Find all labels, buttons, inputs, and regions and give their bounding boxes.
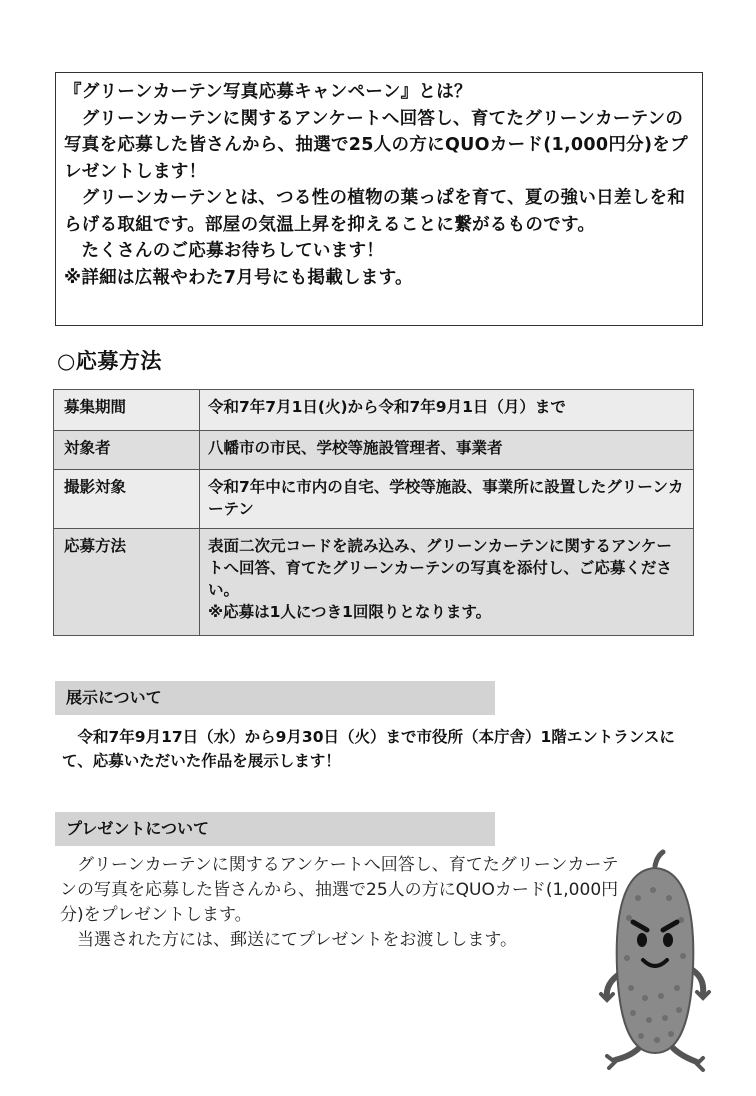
present-section-header: プレゼントについて xyxy=(55,812,495,846)
row-value-subject: 令和7年中に市内の自宅、学校等施設、事業所に設置したグリーンカーテン xyxy=(200,470,694,529)
intro-paragraph-2: グリーンカーテンとは、つる性の植物の葉っぱを育て、夏の強い日差しを和らげる取組です。部屋の気温上昇を抑えることに繋がるものです。 xyxy=(64,188,686,235)
row-label-eligibility: 対象者 xyxy=(54,431,200,470)
table-row xyxy=(54,390,694,431)
row-value-eligibility: 八幡市の市民、学校等施設管理者、事業者 xyxy=(200,431,694,470)
method-section-title: ○応募方法 xyxy=(57,349,162,373)
intro-paragraph-3: たくさんのご応募お待ちしています！ xyxy=(81,241,385,261)
row-value-period: 令和7年7月1日(火)から令和7年9月1日（月）まで xyxy=(200,390,694,431)
table-row xyxy=(54,431,694,470)
goya-mascot-icon xyxy=(593,848,718,1073)
row-label-subject: 撮影対象 xyxy=(54,470,200,529)
present-paragraph-2: 当選された方には、郵送にてプレゼントをお渡しします。 xyxy=(77,930,517,950)
present-paragraph-1: グリーンカーテンに関するアンケートへ回答し、育てたグリーンカーテンの写真を応募した皆さんから、抽選で25人の方にQUOカード(1,000円分)をプレゼントします。 xyxy=(60,855,619,925)
method-table xyxy=(53,389,694,636)
intro-paragraph-1: グリーンカーテンに関するアンケートへ回答し、育てたグリーンカーテンの写真を応募した皆さんから、抽選で25人の方にQUOカード(1,000円分)をプレゼントします！ xyxy=(64,108,688,182)
row-label-period: 募集期間 xyxy=(54,390,200,431)
exhibit-text xyxy=(62,725,702,773)
intro-box xyxy=(55,72,703,326)
row-label-method: 応募方法 xyxy=(54,529,200,636)
exhibit-section-header: 展示について xyxy=(55,681,495,715)
present-text xyxy=(60,853,620,953)
exhibit-paragraph: 令和7年9月17日（水）から9月30日（火）まで市役所（本庁舎）1階エントランスにて、応募いただいた作品を展示します！ xyxy=(62,728,675,770)
row-value-method xyxy=(200,529,694,636)
intro-heading: 『グリーンカーテン写真応募キャンペーン』とは？ xyxy=(64,82,472,102)
table-row xyxy=(54,529,694,636)
table-row xyxy=(54,470,694,529)
method-value-note: ※応募は1人につき1回限りとなります。 xyxy=(208,603,492,621)
method-value-text: 表面二次元コードを読み込み、グリーンカーテンに関するアンケートへ回答、育てたグリーンカーテンの写真を添付し、ご応募ください。 xyxy=(208,537,672,599)
intro-note: ※詳細は広報やわた7月号にも掲載します。 xyxy=(64,267,413,288)
